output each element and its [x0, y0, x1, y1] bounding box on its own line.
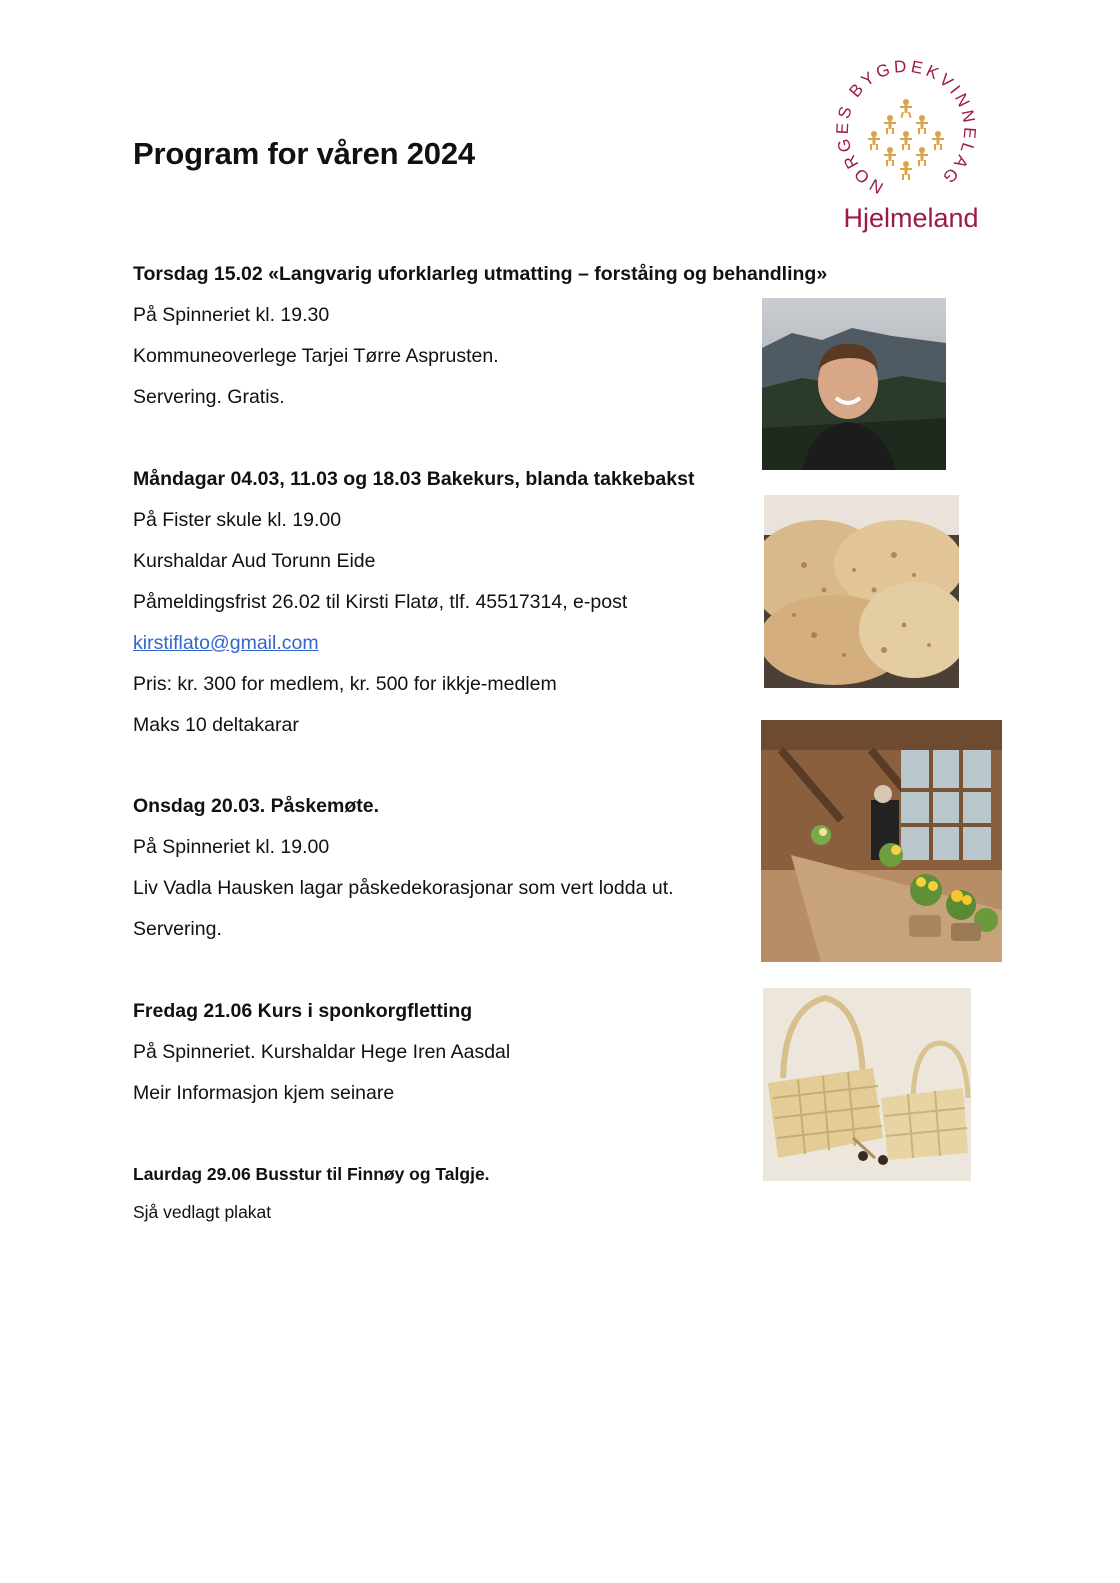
event-heading: Fredag 21.06 Kurs i sponkorgfletting [133, 1000, 473, 1022]
event-line: På Spinneriet. Kurshaldar Hege Iren Aasdal [133, 1041, 511, 1063]
page-title: Program for våren 2024 [133, 136, 475, 171]
event-heading: Torsdag 15.02 «Langvarig uforklarleg utmatting – forståing og behandling» [133, 263, 828, 285]
logo-ring-text: NORGES BYGDEKVINNELAG [832, 60, 980, 198]
email-link[interactable]: kirstiflato@gmail.com [133, 632, 319, 654]
event-heading: Onsdag 20.03. Påskemøte. [133, 795, 380, 817]
logo-emblem-icon [826, 60, 996, 200]
flatbread-photo [764, 495, 959, 688]
event-line: Kommuneoverlege Tarjei Tørre Asprusten. [133, 345, 499, 367]
event-line: Påmeldingsfrist 26.02 til Kirsti Flatø, tlf. 45517314, e-post [133, 591, 628, 613]
event-line: Kurshaldar Aud Torunn Eide [133, 550, 376, 572]
event-heading: Laurdag 29.06 Busstur til Finnøy og Talgje. [133, 1164, 490, 1184]
event-line: Meir Informasjon kjem seinare [133, 1082, 395, 1104]
event-line: Pris: kr. 300 for medlem, kr. 500 for ikkje-medlem [133, 673, 557, 695]
svg-text:NORGES BYGDEKVINNELAG [833, 60, 980, 197]
event-line: Liv Vadla Hausken lagar påskedekorasjonar som vert lodda ut. [133, 877, 674, 899]
event-line: Servering. [133, 918, 222, 940]
event-line: På Fister skule kl. 19.00 [133, 509, 342, 531]
event-heading: Måndagar 04.03, 11.03 og 18.03 Bakekurs, blanda takkebakst [133, 468, 695, 490]
event-line: Servering. Gratis. [133, 386, 285, 408]
portrait-photo [762, 298, 946, 470]
baskets-photo [763, 988, 971, 1181]
logo-name: Hjelmeland [843, 203, 979, 233]
event-line: Sjå vedlagt plakat [133, 1202, 272, 1222]
event-line: På Spinneriet kl. 19.00 [133, 836, 330, 858]
event-line: På Spinneriet kl. 19.30 [133, 304, 330, 326]
event-line: Maks 10 deltakarar [133, 714, 299, 736]
easter-decorations-photo [761, 720, 1002, 962]
bygdekvinnelag-logo [826, 60, 996, 240]
